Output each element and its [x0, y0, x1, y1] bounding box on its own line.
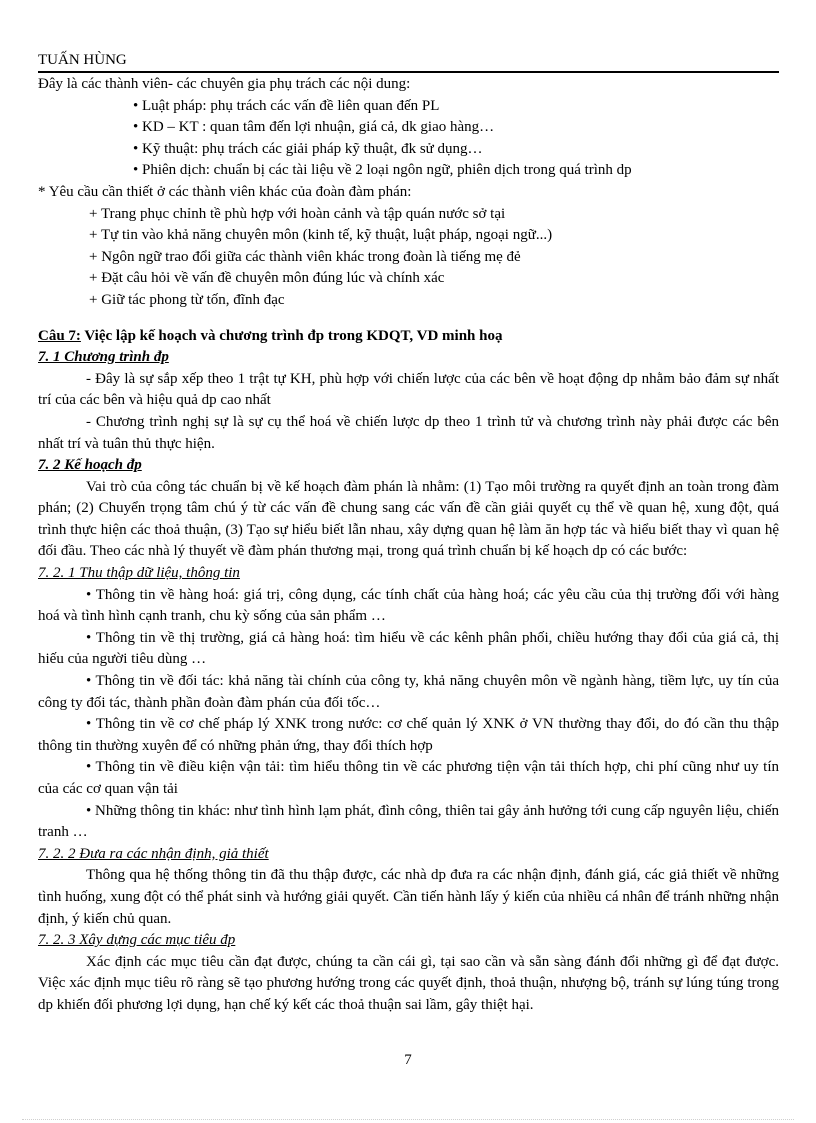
member-item: • Kỹ thuật: phụ trách các giải pháp kỹ thuật, đk sử dụng… [133, 140, 483, 157]
requirement-item: + Ngôn ngữ trao đổi giữa các thành viên khác trong đoàn là tiếng mẹ đẻ [89, 248, 521, 265]
question-title: Việc lập kế hoạch và chương trình đp trong KDQT, VD minh hoạ [80, 327, 503, 344]
section-title-7-2-3: 7. 2. 3 Xây dựng các mục tiêu đp [38, 932, 236, 949]
requirements-title: * Yêu cầu cần thiết ở các thành viên khác của đoàn đàm phán: [38, 183, 412, 200]
header-rule [38, 71, 779, 73]
info-item: • Thông tin về cơ chế pháp lý XNK trong nước: cơ chế quản lý XNK ở VN thường thay đổi, do đó cần thu thập thông tin thường xuyên để có những phản ứng, thay đổi thích hợp [38, 716, 779, 754]
info-item: • Những thông tin khác: như tình hình lạm phát, đình công, thiên tai gây ảnh hưởng tới cung cấp nguyên liệu, chiến tranh … [38, 802, 779, 841]
info-item: • Thông tin về hàng hoá: giá trị, công dụng, các tính chất của hàng hoá; các yêu cầu của thị trường đối với hàng hoá và tình hình cạnh tranh, chu kỳ sống của sản phẩm … [38, 586, 779, 625]
section-title-7-2-2: 7. 2. 2 Đưa ra các nhận định, giả thiết [38, 845, 269, 862]
paragraph: Thông qua hệ thống thông tin đã thu thập được, các nhà dp đưa ra các nhận định, đánh giá, các giả thiết về những tình huống, xung đột có thể phát sinh và hướng giải quyết. Cần tiến hành lấy ý kiến của nhiều cá nhân để tránh những nhận định, ý kiến chủ quan. [38, 867, 779, 927]
paragraph: Vai trò của công tác chuẩn bị về kế hoạch đàm phán là nhằm: (1) Tạo môi trường ra quyết định an toàn trong đàm phán; (2) Chuyển trọng tâm chú ý từ các vấn đề chung sang các vấn đề cần giải quyết cụ thể về quan hệ, xung đột, quá trình thực hiện các thoả thuận, (3) Tạo sự hiểu biết lẫn nhau, xây dựng quan hệ làm ăn hợp tác và hiểu biết thay vì quan hệ đối đầu. Theo các nhà lý thuyết về đàm phán thương mại, trong quá trình chuẩn bị kế hoạch dp có các bước: [38, 478, 779, 560]
member-item: • Phiên dịch: chuẩn bị các tài liệu về 2 loại ngôn ngữ, phiên dịch trong quá trình dp [133, 162, 632, 179]
question-heading [38, 326, 779, 348]
page-content [38, 74, 779, 1017]
footer-rule [22, 1119, 794, 1120]
member-item: • Luật pháp: phụ trách các vấn đề liên quan đến PL [133, 97, 440, 114]
info-item: • Thông tin về điều kiện vận tải: tìm hiểu thông tin về các phương tiện vận tải thích hợp, chi phí cũng như uy tín của các cơ quan vận tải [38, 759, 779, 797]
paragraph: Xác định các mục tiêu cần đạt được, chúng ta cần cái gì, tại sao cần và sẵn sàng đánh đổi những gì để đạt được. Việc xác định mục tiêu rõ ràng sẽ tạo phương hướng trong các quyết định, thoả thuận, nhượng bộ, tránh sự lúng túng trong dp khiến đối phương lợi dụng, hạn chế ký kết các thoả thuận sai lầm, gây thiệt hại. [38, 953, 779, 1013]
member-item: • KD – KT : quan tâm đến lợi nhuận, giá cả, dk giao hàng… [133, 119, 495, 136]
info-item: • Thông tin về đối tác: khả năng tài chính của công ty, khả năng chuyên môn về ngành hàng, tiềm lực, uy tín của công ty đối tác, thành phần đoàn đàm phán của đối tốc… [38, 673, 779, 711]
requirement-item: + Trang phục chỉnh tề phù hợp với hoàn cảnh và tập quán nước sở tại [89, 205, 506, 222]
paragraph: - Đây là sự sắp xếp theo 1 trật tự KH, phù hợp với chiến lược của các bên về hoạt động dp nhằm bảo đảm sự nhất trí của các bên và hiệu quả dp cao nhất [38, 370, 779, 409]
spacer [38, 312, 779, 326]
question-label: Câu 7: [38, 327, 81, 344]
requirement-item: + Tự tin vào khả năng chuyên môn (kinh tế, kỹ thuật, luật pháp, ngoại ngữ...) [89, 227, 553, 244]
section-title-7-2-1: 7. 2. 1 Thu thập dữ liệu, thông tin [38, 565, 240, 582]
page-number: 7 [404, 1052, 412, 1068]
page-header-author: TUẤN HÙNG [38, 52, 127, 68]
paragraph: - Chương trình nghị sự là sự cụ thể hoá về chiến lược dp theo 1 trình tử và chương trình này phải được các bên nhất trí và tuân thủ thực hiện. [38, 413, 779, 452]
requirement-item: + Đặt câu hỏi về vấn đề chuyên môn đúng lúc và chính xác [89, 270, 445, 287]
intro-text: Đây là các thành viên- các chuyên gia phụ trách các nội dung: [38, 76, 411, 92]
section-title-7-2: 7. 2 Kế hoạch đp [38, 457, 142, 474]
section-title-7-1: 7. 1 Chương trình đp [38, 349, 169, 366]
info-item: • Thông tin về thị trường, giá cả hàng hoá: tìm hiểu về các kênh phân phối, chiều hướng thay đổi của giá cả, thị hiếu của người tiêu dùng … [38, 629, 779, 668]
requirement-item: + Giữ tác phong từ tốn, đĩnh đạc [89, 291, 285, 308]
